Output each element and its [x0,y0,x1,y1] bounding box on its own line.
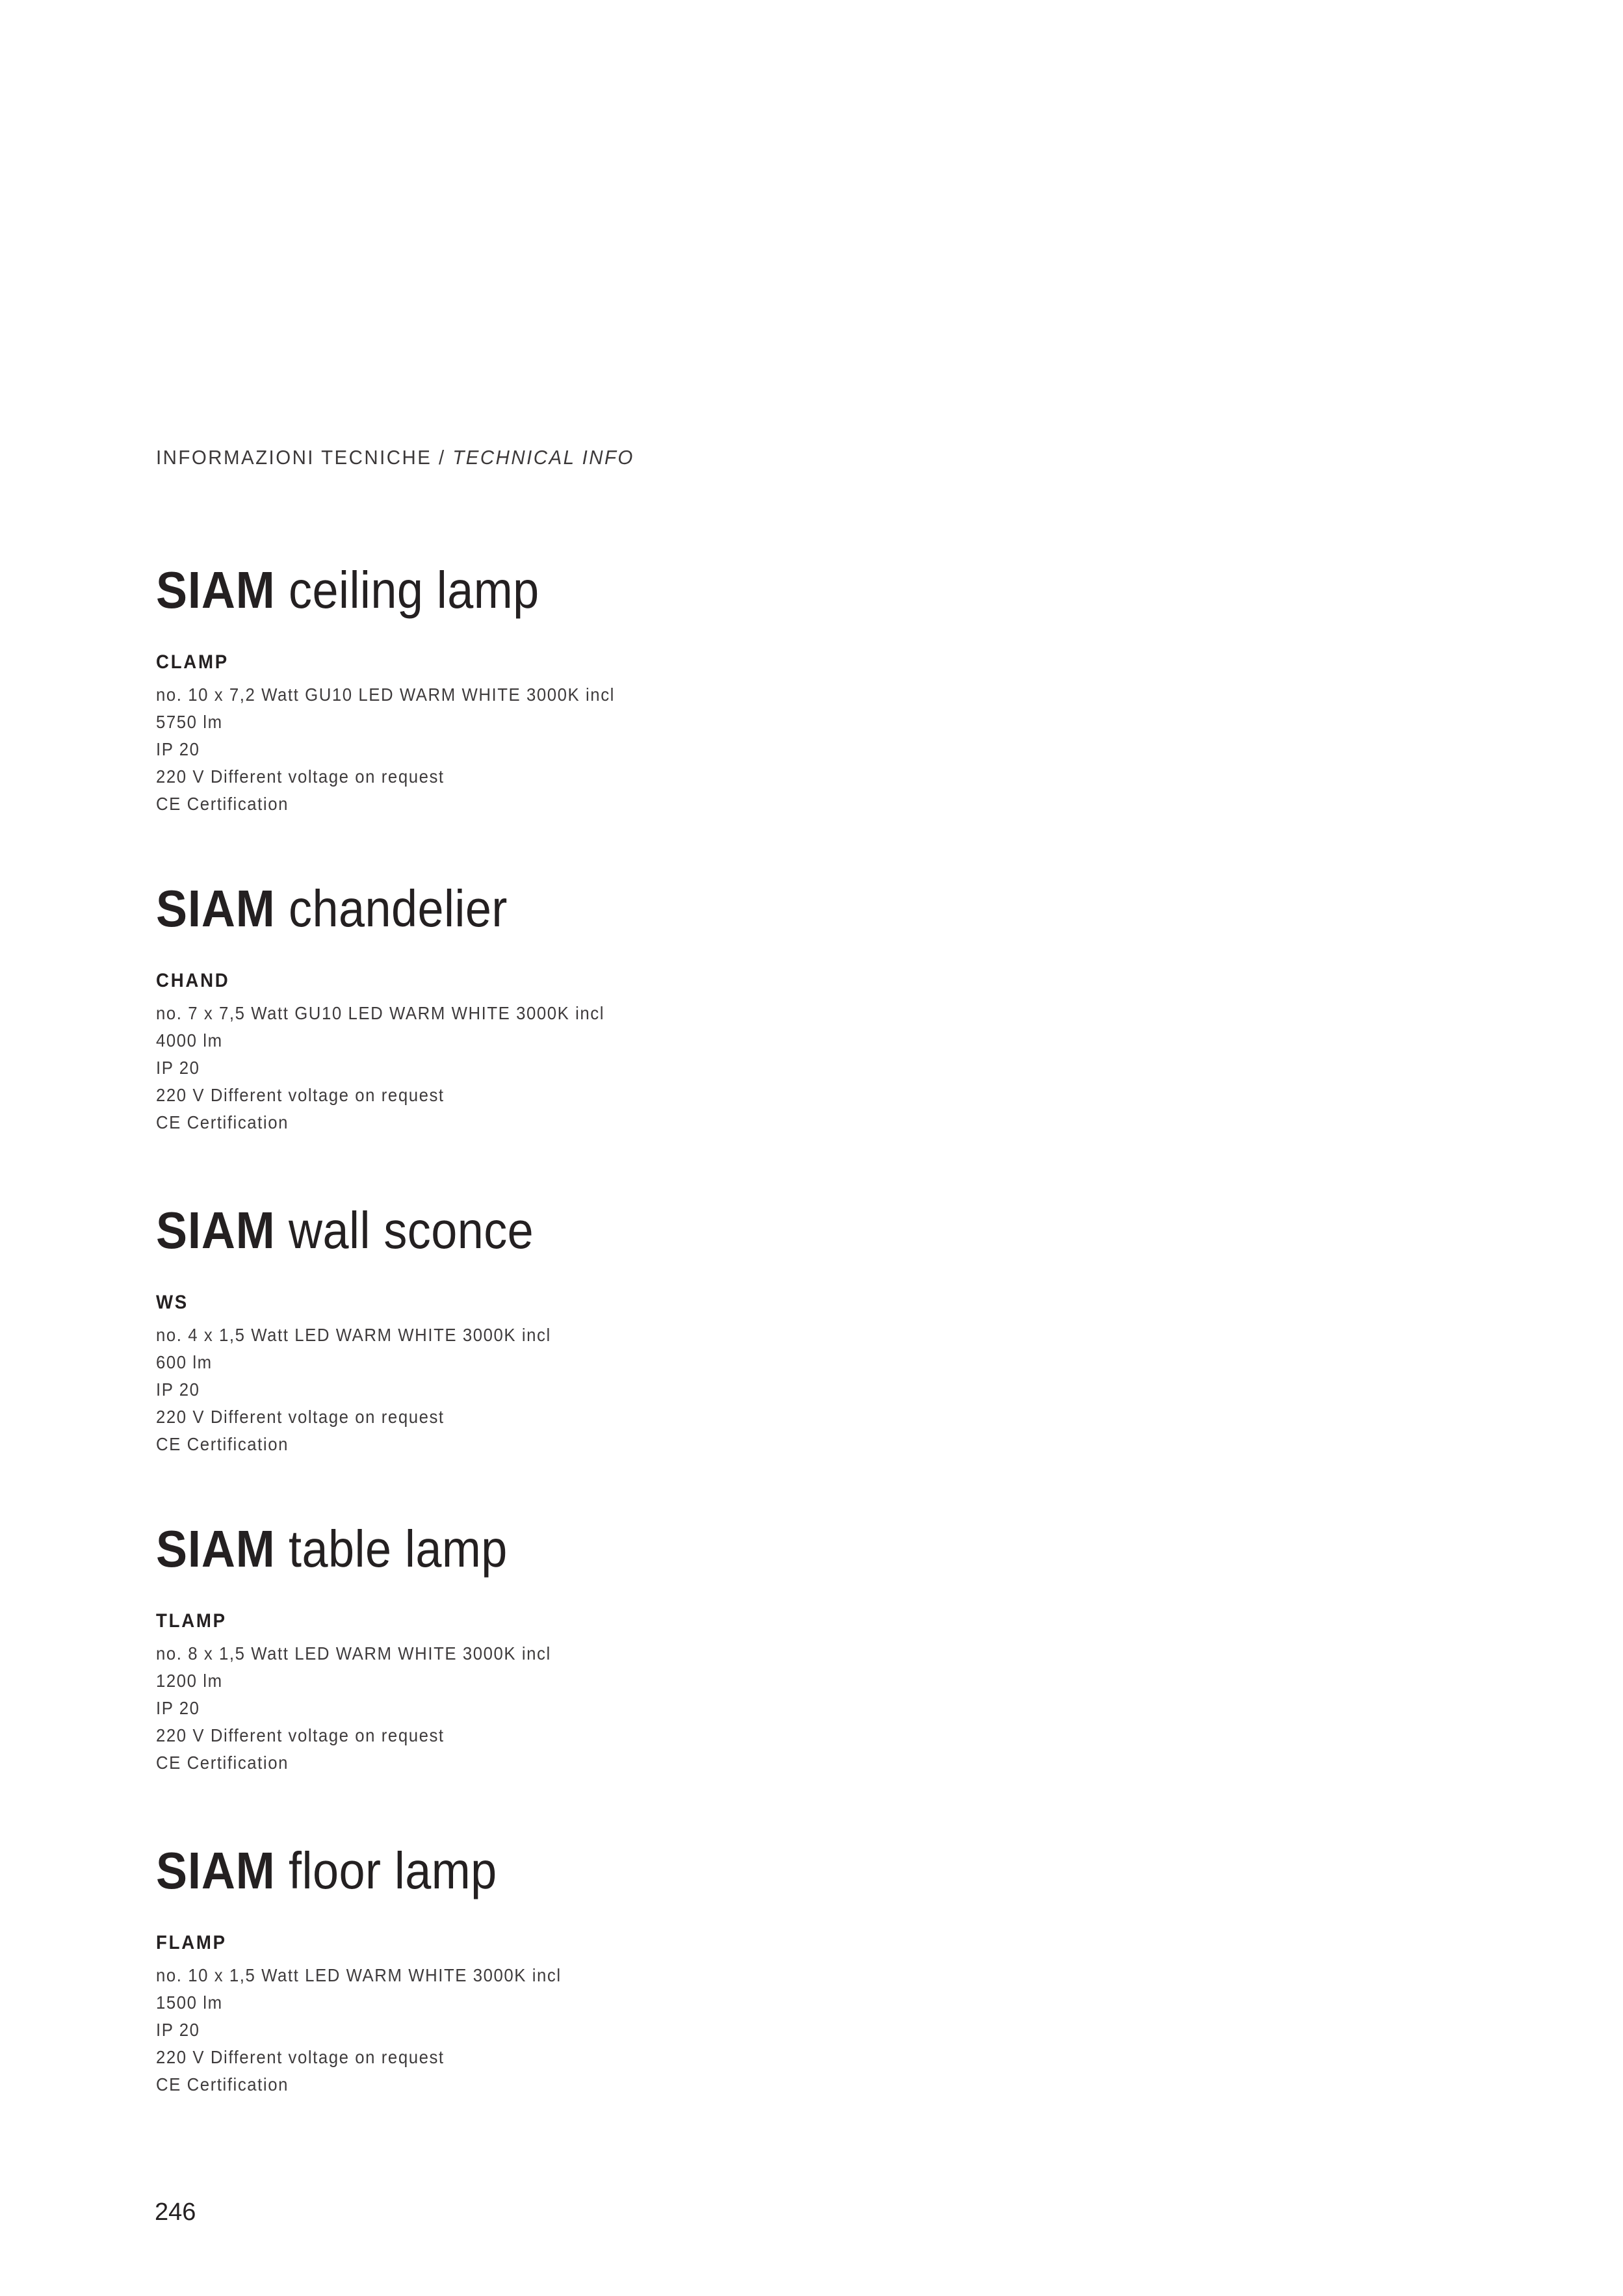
spec-line: CE Certification [156,1434,289,1454]
spec-line: 220 V Different voltage on request [156,1407,445,1427]
spec-line: no. 8 x 1,5 Watt LED WARM WHITE 3000K incl [156,1643,551,1663]
spec-line: 220 V Different voltage on request [156,766,445,787]
product-code: CLAMP [156,651,229,673]
spec-list [156,1000,604,1136]
spec-line: no. 7 x 7,5 Watt GU10 LED WARM WHITE 3000K incl [156,1003,605,1023]
product-title [156,559,605,621]
product-type: wall sconce [275,1201,534,1259]
product-title [156,878,595,940]
spec-line: 1200 lm [156,1671,223,1691]
spec-line: IP 20 [156,739,200,759]
spec-line: CE Certification [156,794,289,814]
product-section-ceiling-lamp [156,559,655,818]
header-label: INFORMAZIONI TECNICHE / [156,446,453,469]
spec-list [156,681,615,818]
product-section-table-lamp [156,1518,586,1777]
product-type: floor lamp [275,1842,497,1899]
spec-line: CE Certification [156,1112,289,1132]
spec-line: 220 V Different voltage on request [156,1085,445,1105]
header-label-italic: TECHNICAL INFO [452,446,634,469]
product-code: TLAMP [156,1610,227,1632]
spec-list [156,1962,562,2098]
spec-line: IP 20 [156,1698,200,1718]
product-section-floor-lamp [156,1840,597,2098]
spec-line: IP 20 [156,1058,200,1078]
product-code: WS [156,1292,188,1313]
product-section-wall-sconce [156,1199,586,1458]
product-title [156,1840,552,1902]
spec-line: no. 10 x 1,5 Watt LED WARM WHITE 3000K incl [156,1965,562,1985]
spec-line: IP 20 [156,1379,200,1400]
spec-line: 600 lm [156,1352,213,1372]
page-header [156,446,634,469]
spec-line: CE Certification [156,2074,289,2094]
spec-line: 4000 lm [156,1030,223,1050]
spec-list [156,1322,551,1458]
product-type: table lamp [275,1520,508,1578]
product-code: CHAND [156,970,230,991]
spec-line: 1500 lm [156,1992,223,2013]
product-code: FLAMP [156,1932,227,1953]
brand-name: SIAM [156,561,276,619]
spec-line: IP 20 [156,2020,200,2040]
brand-name: SIAM [156,1842,276,1899]
product-type: chandelier [275,880,508,937]
spec-line: CE Certification [156,1753,289,1773]
product-section-chandelier [156,878,643,1136]
product-title [156,1518,543,1580]
product-type: ceiling lamp [275,561,539,619]
spec-line: no. 4 x 1,5 Watt LED WARM WHITE 3000K incl [156,1325,551,1345]
brand-name: SIAM [156,1520,276,1578]
spec-line: no. 10 x 7,2 Watt GU10 LED WARM WHITE 3000K incl [156,685,615,705]
brand-name: SIAM [156,1201,276,1259]
spec-line: 5750 lm [156,712,223,732]
product-title [156,1199,543,1262]
spec-line: 220 V Different voltage on request [156,2047,445,2067]
page-number: 246 [155,2198,196,2226]
spec-line: 220 V Different voltage on request [156,1725,445,1745]
spec-list [156,1640,551,1777]
brand-name: SIAM [156,880,276,937]
